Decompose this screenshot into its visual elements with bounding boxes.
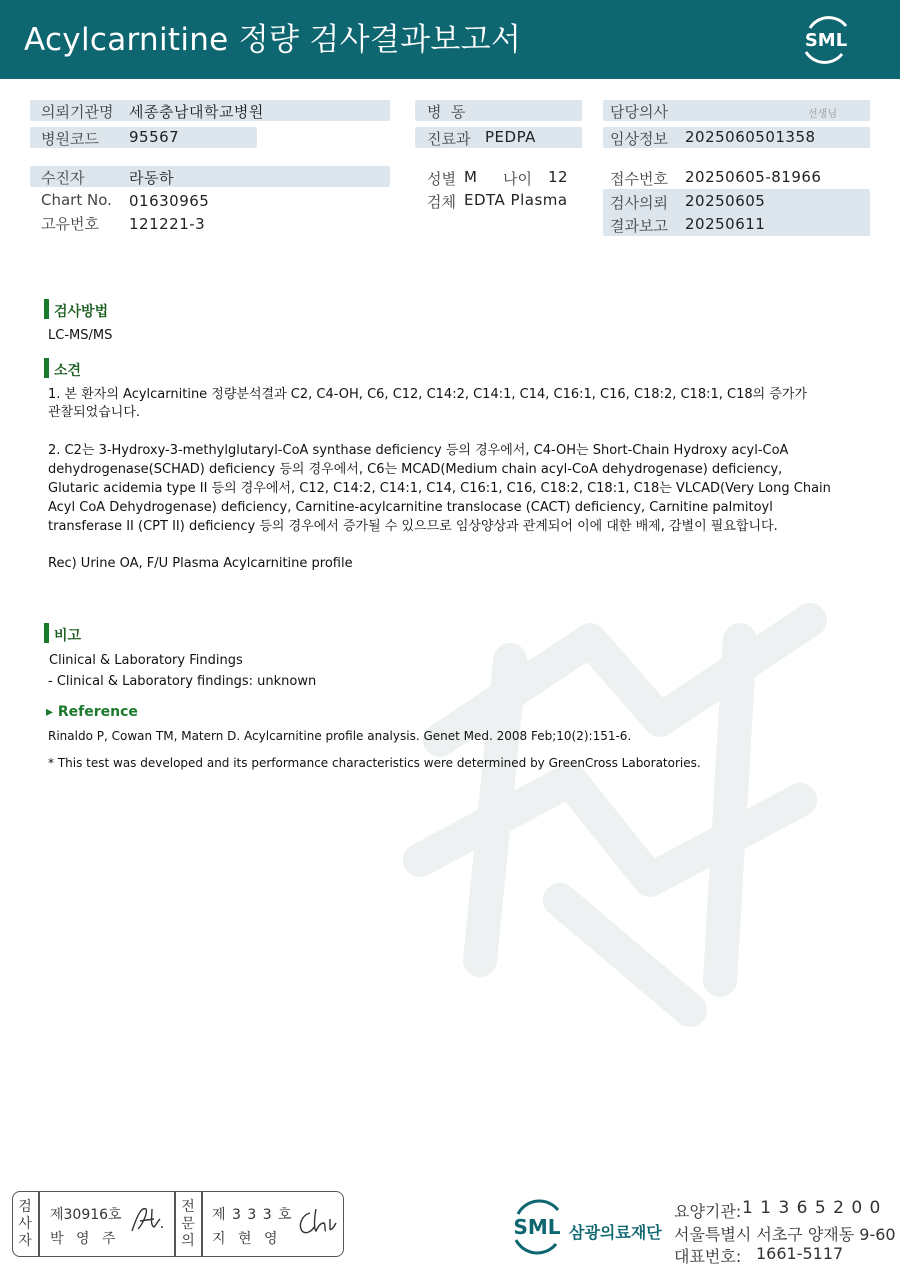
findings-p2-line3: Glutaric acidemia type II 등의 경우에서, C12, C14:2, C14:1, C14, C16:1, C16, C18:2, C18:1, C18는 VLCAD(Very Long Chain: [48, 481, 831, 496]
hospital-code-value: 95567: [129, 128, 180, 146]
findings-rec: Rec) Urine OA, F/U Plasma Acylcarnitine profile: [48, 556, 353, 571]
sig2-signature-icon: [294, 1205, 338, 1239]
address: 서울특별시 서초구 양재동 9-60: [674, 1225, 896, 1244]
sex-value: M: [464, 168, 478, 186]
institution-code-value: 1 1 3 6 5 2 0 0: [742, 1198, 882, 1218]
chart-label: Chart No.: [41, 191, 112, 209]
findings-p2-line4: Acyl CoA Dehydrogenase) deficiency, Carnitine-acylcarnitine translocase (CACT) deficiency, Carnitine palmitoyl: [48, 500, 773, 515]
sml-org-logo-icon: [508, 1196, 566, 1256]
sig1-role-char-1: 검: [18, 1199, 32, 1215]
sig2-name: 지 현 영: [212, 1231, 282, 1247]
findings-p2-line2: dehydrogenase(SCHAD) deficiency 등의 경우에서, C6는 MCAD(Medium chain acyl-CoA dehydrogenase) deficiency,: [48, 462, 783, 477]
request-label: 검사의뢰: [610, 194, 668, 212]
report-title: Acylcarnitine 정량 검사결과보고서: [24, 22, 522, 58]
logo-text: SML: [804, 30, 848, 51]
specimen-label: 검체: [427, 193, 456, 211]
sig1-role-char-2: 사: [18, 1216, 32, 1232]
patient-value: 라동하: [129, 169, 174, 187]
reference-text: Rinaldo P, Cowan TM, Matern D. Acylcarnitine profile analysis. Genet Med. 2008 Feb;10(2):151-6.: [48, 729, 632, 743]
findings-p2-line5: transferase II (CPT II) deficiency 등의 경우에서 증가될 수 있으므로 임상양상과 관계되어 이에 대한 배제, 감별이 필요합니다.: [48, 519, 778, 534]
findings-p2-line1: 2. C2는 3-Hydroxy-3-methylglutaryl-CoA synthase deficiency 등의 경우에서, C4-OH는 Short-Chain Hydroxy acyl-CoA: [48, 443, 789, 458]
sig1-license-no: 제30916호: [50, 1207, 122, 1223]
org-logo-text: SML: [513, 1215, 561, 1239]
receipt-label: 접수번호: [610, 170, 668, 188]
institution-code-label: 요양기관:: [674, 1202, 742, 1221]
dept-value: PEDPA: [485, 128, 536, 146]
findings-title: 소견: [54, 363, 82, 379]
method-section-marker: [44, 299, 49, 319]
clinical-label: 임상정보: [610, 130, 668, 148]
sig-divider-1: [38, 1192, 40, 1256]
watermark-cross-icon: [360, 540, 900, 1040]
findings-section-marker: [44, 358, 49, 378]
sig1-name: 박 영 주: [50, 1231, 120, 1247]
findings-p1-line1: 1. 본 환자의 Acylcarnitine 정량분석결과 C2, C4-OH, C6, C12, C14:2, C14:1, C14, C16:1, C16, C18:2, C18:1, C18의 증가가: [48, 387, 807, 402]
remarks-line1: Clinical & Laboratory Findings: [49, 653, 243, 668]
chart-value: 01630965: [129, 192, 210, 210]
doctor-suffix: 선생님: [808, 109, 837, 120]
test-note: * This test was developed and its performance characteristics were determined by GreenCross Laboratories.: [48, 756, 701, 770]
sml-logo-icon: [798, 14, 854, 64]
age-value: 12: [548, 168, 569, 186]
sig2-license-no: 제 3 3 3 호: [212, 1207, 293, 1223]
sig2-role-char-3: 의: [181, 1233, 195, 1249]
sig2-role-char-2: 문: [181, 1216, 195, 1232]
sig-divider-3: [201, 1192, 203, 1256]
remarks-line2: - Clinical & Laboratory findings: unknown: [48, 674, 317, 689]
unique-value: 121221-3: [129, 215, 206, 233]
method-text: LC-MS/MS: [48, 328, 113, 343]
clinical-value: 2025060501358: [685, 128, 816, 146]
report-label: 결과보고: [610, 217, 668, 235]
sig1-role-char-3: 자: [18, 1233, 32, 1249]
report-value: 20250611: [685, 215, 766, 233]
org-name: 삼광의료재단: [569, 1223, 662, 1242]
remarks-section-marker: [44, 623, 49, 643]
institution-value: 세종충남대학교병원: [129, 103, 264, 121]
hospital-code-label: 병원코드: [41, 130, 99, 148]
ward-label: 병 동: [427, 103, 466, 121]
institution-label: 의뢰기관명: [41, 103, 114, 121]
phone-value: 1661-5117: [756, 1244, 844, 1263]
dept-label: 진료과: [427, 130, 471, 148]
patient-label: 수진자: [41, 169, 85, 187]
request-value: 20250605: [685, 192, 766, 210]
phone-label: 대표번호:: [674, 1247, 742, 1266]
specimen-value: EDTA Plasma: [464, 191, 568, 209]
doctor-label: 담당의사: [610, 103, 668, 121]
sig2-role-char-1: 전: [181, 1199, 195, 1215]
unique-label: 고유번호: [41, 215, 99, 233]
sex-label: 성별: [427, 170, 456, 188]
sig-divider-2: [174, 1192, 176, 1256]
reference-title: ▸ Reference: [46, 704, 138, 720]
sig1-signature-icon: [128, 1203, 168, 1237]
receipt-value: 20250605-81966: [685, 168, 822, 186]
age-label: 나이: [503, 170, 532, 188]
findings-p1-line2: 관찰되었습니다.: [48, 405, 141, 420]
remarks-title: 비고: [54, 628, 82, 644]
method-title: 검사방법: [54, 304, 109, 320]
